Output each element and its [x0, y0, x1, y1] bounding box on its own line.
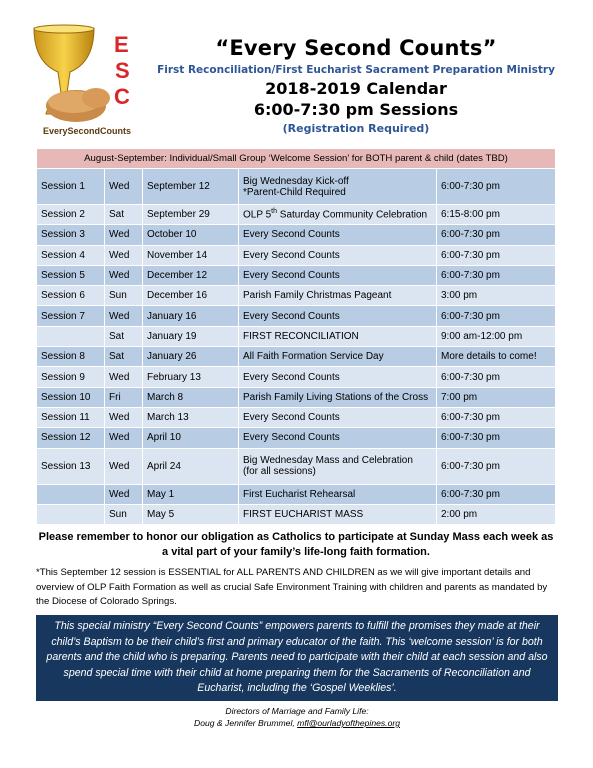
- session-cell: [37, 484, 105, 504]
- time-cell: 6:00-7:30 pm: [437, 306, 556, 326]
- event-title: First Eucharist Rehearsal: [243, 488, 356, 500]
- session-cell: Session 6: [37, 286, 105, 306]
- welcome-session-banner: August-September: Individual/Small Group ‘Welcome Session’ for BOTH parent & child (dates TBD): [37, 149, 556, 169]
- time-cell: 6:15-8:00 pm: [437, 205, 556, 225]
- table-row: [37, 484, 556, 504]
- day-cell: Wed: [105, 169, 143, 205]
- event-cell: [239, 265, 437, 285]
- day-cell: Sat: [105, 326, 143, 346]
- event-cell: [239, 428, 437, 448]
- date-cell: March 13: [143, 407, 239, 427]
- table-row: [37, 347, 556, 367]
- table-row: [37, 265, 556, 285]
- event-cell: [239, 367, 437, 387]
- time-cell: 6:00-7:30 pm: [437, 428, 556, 448]
- time-cell: 7:00 pm: [437, 387, 556, 407]
- event-title: Parish Family Living Stations of the Cross: [243, 391, 429, 403]
- event-title: Big Wednesday Kick-off: [243, 175, 349, 187]
- event-cell: [239, 326, 437, 346]
- table-row: [37, 205, 556, 225]
- event-cell: [239, 169, 437, 205]
- time-cell: 6:00-7:30 pm: [437, 169, 556, 205]
- table-row: [37, 225, 556, 245]
- date-cell: April 10: [143, 428, 239, 448]
- logo-caption: EverySecondCounts: [42, 126, 132, 136]
- event-title: Every Second Counts: [243, 432, 340, 444]
- session-cell: Session 8: [37, 347, 105, 367]
- time-cell: 6:00-7:30 pm: [437, 265, 556, 285]
- date-cell: January 16: [143, 306, 239, 326]
- session-cell: Session 11: [37, 407, 105, 427]
- table-row: [37, 367, 556, 387]
- table-row: [37, 326, 556, 346]
- event-title: Every Second Counts: [243, 249, 340, 261]
- time-cell: 6:00-7:30 pm: [437, 245, 556, 265]
- event-cell: [239, 306, 437, 326]
- date-cell: May 5: [143, 504, 239, 524]
- day-cell: Wed: [105, 367, 143, 387]
- table-row: [37, 286, 556, 306]
- event-cell: [239, 286, 437, 306]
- event-title: FIRST RECONCILIATION: [243, 330, 359, 342]
- event-cell: [239, 225, 437, 245]
- ministry-description: This special ministry “Every Second Counts” empowers parents to fulfill the promises they made at their child’s Baptism to be their child’s first and primary educator of the faith. This ‘welcome session’ is for both parents and the child who is preparing. Parents need to participate with their child at each session and also spend special time with their child at home preparing them for the Sacraments of Reconciliation and Eucharist, including the ‘Gospel Weeklies’.: [36, 615, 558, 701]
- day-cell: Sat: [105, 205, 143, 225]
- esc-logo: [28, 22, 140, 140]
- mass-obligation-note: Please remember to honor our obligation as Catholics to participate at Sunday Mass each week as a vital part of your family’s life-long faith formation.: [38, 531, 554, 558]
- page-subtitle: First Reconciliation/First Eucharist Sacrament Preparation Ministry: [157, 64, 555, 76]
- essential-session-note: *This September 12 session is ESSENTIAL for ALL PARENTS AND CHILDREN as we will give important details and overview of OLP Faith Formation as well as crucial Safe Environment Training with children and parents as mandated by the Diocese of Colorado Springs.: [36, 567, 548, 607]
- event-cell: [239, 407, 437, 427]
- event-cell: [239, 504, 437, 524]
- day-cell: Wed: [105, 225, 143, 245]
- session-cell: Session 2: [37, 205, 105, 225]
- table-row: [37, 504, 556, 524]
- table-row: [37, 448, 556, 484]
- event-title: Every Second Counts: [243, 412, 340, 424]
- event-cell: [239, 387, 437, 407]
- date-cell: January 19: [143, 326, 239, 346]
- header: [146, 36, 566, 135]
- registration-note: (Registration Required): [282, 122, 430, 135]
- date-cell: February 13: [143, 367, 239, 387]
- logo-letter-c: C: [114, 84, 130, 109]
- directors-title: Directors of Marriage and Family Life:: [225, 706, 369, 716]
- time-cell: 6:00-7:30 pm: [437, 367, 556, 387]
- date-cell: November 14: [143, 245, 239, 265]
- time-cell: 6:00-7:30 pm: [437, 407, 556, 427]
- event-title: Every Second Counts: [243, 229, 340, 241]
- event-cell: [239, 484, 437, 504]
- event-cell: [239, 245, 437, 265]
- session-cell: Session 9: [37, 367, 105, 387]
- time-cell: 2:00 pm: [437, 504, 556, 524]
- date-cell: September 12: [143, 169, 239, 205]
- calendar-year: 2018-2019 Calendar: [265, 79, 447, 98]
- table-row: [37, 245, 556, 265]
- time-cell: 3:00 pm: [437, 286, 556, 306]
- session-cell: Session 12: [37, 428, 105, 448]
- date-cell: January 26: [143, 347, 239, 367]
- event-title: Every Second Counts: [243, 270, 340, 282]
- day-cell: Sun: [105, 286, 143, 306]
- directors-email-link[interactable]: mfl@ourladyofthepines.org: [297, 718, 400, 728]
- session-cell: Session 10: [37, 387, 105, 407]
- day-cell: Wed: [105, 484, 143, 504]
- date-cell: December 16: [143, 286, 239, 306]
- event-title: Every Second Counts: [243, 371, 340, 383]
- session-cell: Session 13: [37, 448, 105, 484]
- day-cell: Wed: [105, 265, 143, 285]
- event-title: OLP 5th Saturday Community Celebration: [243, 208, 428, 221]
- date-cell: December 12: [143, 265, 239, 285]
- day-cell: Wed: [105, 407, 143, 427]
- event-detail: *Parent-Child Required: [243, 186, 346, 198]
- date-cell: May 1: [143, 484, 239, 504]
- directors-contact: [36, 717, 558, 729]
- session-cell: Session 1: [37, 169, 105, 205]
- day-cell: Wed: [105, 428, 143, 448]
- date-cell: March 8: [143, 387, 239, 407]
- calendar-table: [36, 148, 556, 525]
- event-title: Parish Family Christmas Pageant: [243, 290, 392, 302]
- event-detail: (for all sessions): [243, 466, 316, 478]
- event-cell: [239, 347, 437, 367]
- day-cell: Wed: [105, 306, 143, 326]
- logo-letter-s: S: [115, 58, 130, 83]
- time-cell: 9:00 am-12:00 pm: [437, 326, 556, 346]
- day-cell: Sat: [105, 347, 143, 367]
- session-cell: Session 3: [37, 225, 105, 245]
- time-cell: More details to come!: [437, 347, 556, 367]
- event-title: FIRST EUCHARIST MASS: [243, 509, 364, 520]
- table-row: [37, 169, 556, 205]
- event-cell: [239, 448, 437, 484]
- session-cell: [37, 504, 105, 524]
- session-cell: Session 4: [37, 245, 105, 265]
- event-title: Every Second Counts: [243, 310, 340, 322]
- day-cell: Wed: [105, 448, 143, 484]
- table-row: [37, 407, 556, 427]
- day-cell: Fri: [105, 387, 143, 407]
- table-row: [37, 387, 556, 407]
- time-cell: 6:00-7:30 pm: [437, 225, 556, 245]
- day-cell: Wed: [105, 245, 143, 265]
- time-cell: 6:00-7:30 pm: [437, 484, 556, 504]
- date-cell: April 24: [143, 448, 239, 484]
- logo-letter-e: E: [114, 32, 129, 57]
- table-row: [37, 306, 556, 326]
- session-cell: Session 5: [37, 265, 105, 285]
- session-cell: [37, 326, 105, 346]
- date-cell: October 10: [143, 225, 239, 245]
- directors-names: Doug & Jennifer Brummel,: [193, 718, 298, 728]
- page-title: “Every Second Counts”: [215, 36, 497, 60]
- session-times: 6:00-7:30 pm Sessions: [253, 100, 459, 119]
- time-cell: 6:00-7:30 pm: [437, 448, 556, 484]
- footer: [36, 705, 558, 729]
- table-row: [37, 428, 556, 448]
- session-cell: Session 7: [37, 306, 105, 326]
- day-cell: Sun: [105, 504, 143, 524]
- date-cell: September 29: [143, 205, 239, 225]
- event-title: All Faith Formation Service Day: [243, 351, 384, 363]
- event-title: Big Wednesday Mass and Celebration: [243, 455, 413, 467]
- event-cell: [239, 205, 437, 225]
